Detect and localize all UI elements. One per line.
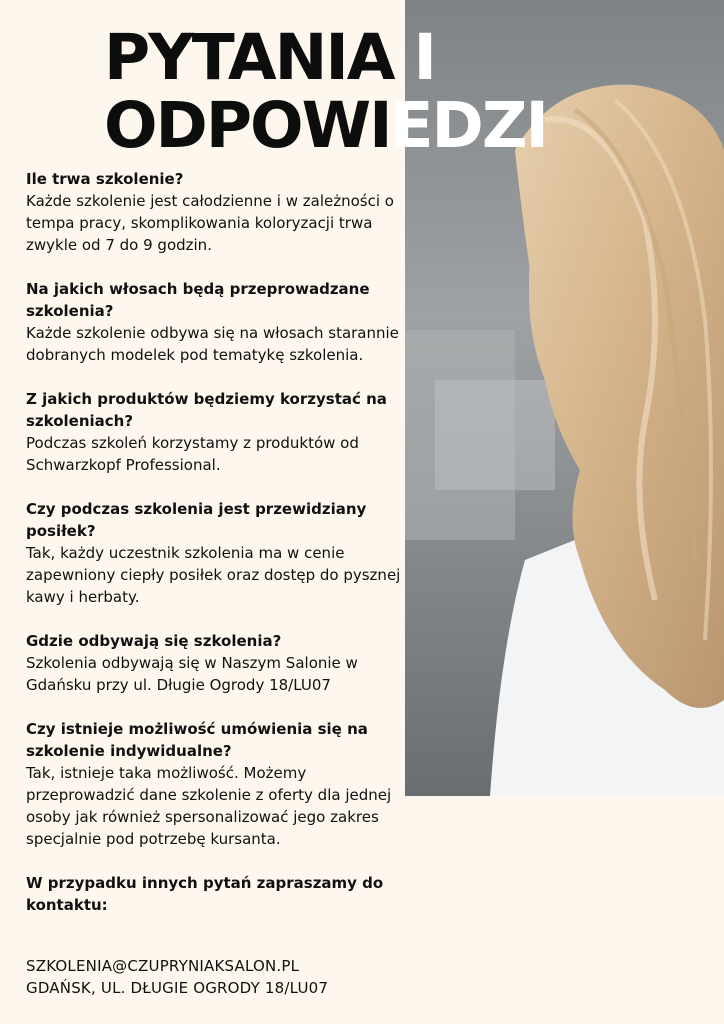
faq-question: Z jakich produktów będziemy korzystać na szkoleniach? <box>26 390 387 430</box>
title-line-2 <box>104 89 547 162</box>
title-line-2-dark: ODPOWI <box>104 89 391 162</box>
closing-note <box>26 872 404 916</box>
faq-answer: Tak, istnieje taka możliwość. Możemy przeprowadzić dane szkolenie z oferty dla jednej osoby jak również spersonalizować jego zakres specjalnie pod potrzebę kursanta. <box>26 764 392 848</box>
faq-item <box>26 718 404 850</box>
faq-question: Czy istnieje możliwość umówienia się na szkolenie indywidualne? <box>26 720 368 760</box>
faq-question: Czy podczas szkolenia jest przewidziany posiłek? <box>26 500 367 540</box>
title-line-2-light: EDZI <box>390 89 547 162</box>
contact-email[interactable]: SZKOLENIA@CZUPRYNIAKSALON.PL <box>26 957 300 975</box>
faq-item <box>26 278 404 366</box>
faq-answer: Każde szkolenie odbywa się na włosach starannie dobranych modelek pod tematykę szkolenia. <box>26 324 399 364</box>
faq-item <box>26 168 404 256</box>
faq-question: Ile trwa szkolenie? <box>26 170 184 188</box>
faq-answer: Szkolenia odbywają się w Naszym Salonie w Gdańsku przy ul. Długie Ogrody 18/LU07 <box>26 654 358 694</box>
closing-text: W przypadku innych pytań zapraszamy do kontaktu: <box>26 874 384 914</box>
faq-item <box>26 630 404 696</box>
faq-item <box>26 388 404 476</box>
faq-answer: Tak, każdy uczestnik szkolenia ma w cenie zapewniony ciepły posiłek oraz dostęp do pysznej kawy i herbaty. <box>26 544 401 606</box>
title-line-1-light: I <box>393 21 435 94</box>
faq-question: Gdzie odbywają się szkolenia? <box>26 632 282 650</box>
faq-answer: Każde szkolenie jest całodzienne i w zależności o tempa pracy, skomplikowania koloryzacji trwa zwykle od 7 do 9 godzin. <box>26 192 394 254</box>
title-line-1 <box>104 21 547 94</box>
faq-answer: Podczas szkoleń korzystamy z produktów od Schwarzkopf Professional. <box>26 434 359 474</box>
page-title <box>104 21 547 162</box>
title-line-1-dark: PYTANIA <box>104 21 394 94</box>
faq-item <box>26 498 404 608</box>
contact-address: GDAŃSK, UL. DŁUGIE OGRODY 18/LU07 <box>26 979 329 997</box>
faq-list <box>26 168 404 938</box>
faq-question: Na jakich włosach będą przeprowadzane szkolenia? <box>26 280 370 320</box>
contact-block <box>26 955 328 999</box>
